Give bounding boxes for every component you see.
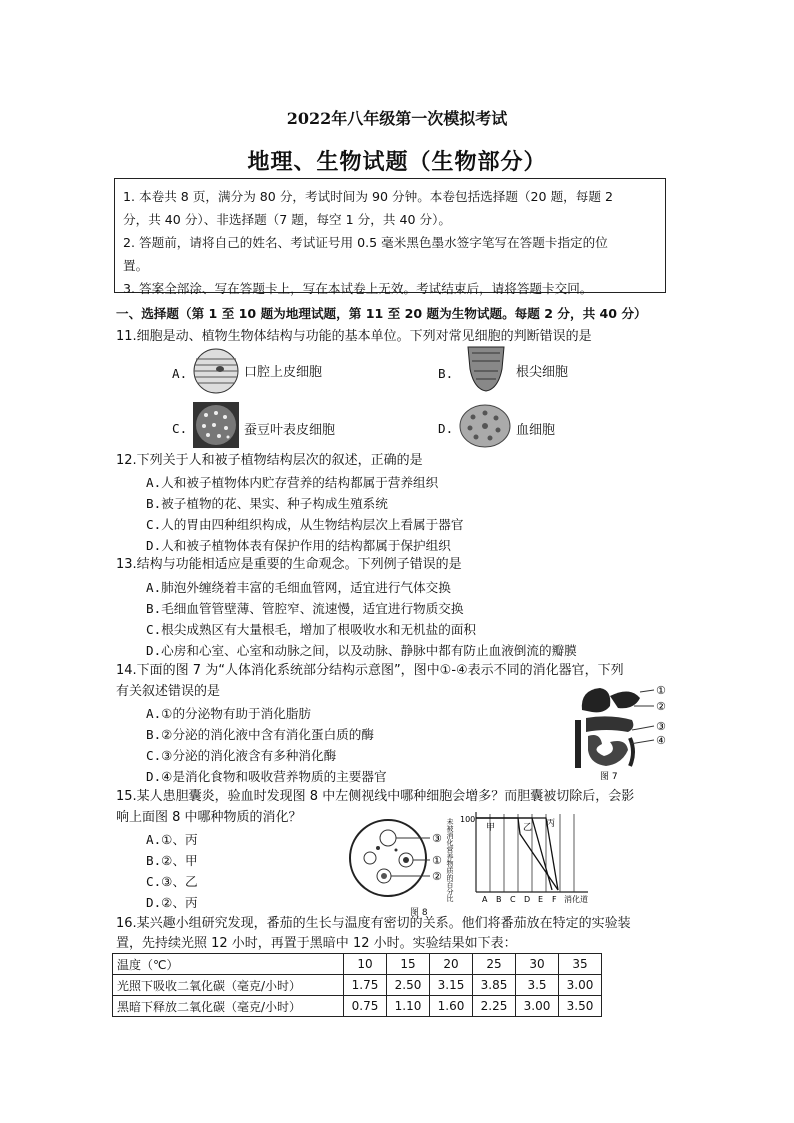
q12-stem: 12.下列关于人和被子植物结构层次的叙述，正确的是 (116, 453, 423, 468)
exam-title: 2022年八年级第一次模拟考试 (286, 109, 508, 128)
table-cell: 35 (559, 954, 602, 975)
notice-line: 2. 答题前，请将自己的姓名、考试证号用 0.5 毫米黑色墨水签字笔写在答题卡指定的位 (123, 235, 608, 250)
experiment-table (112, 953, 602, 1017)
q13-option-d: D.心房和心室、心室和动脉之间，以及动脉、静脉中都有防止血液倒流的瓣膜 (146, 643, 577, 658)
q11-option-c-key: C. (172, 421, 188, 436)
table-cell: 10 (344, 954, 387, 975)
fig8-caption: 图 8 (410, 908, 428, 918)
table-cell: 3.85 (473, 975, 516, 996)
q11-option-d-label: 血细胞 (516, 423, 556, 438)
fig7-label: ④ (656, 734, 666, 747)
q14-option-a: A.①的分泌物有助于消化脂肪 (146, 706, 311, 721)
table-cell: 1.75 (344, 975, 387, 996)
table-row (113, 996, 602, 1017)
table-cell: 0.75 (344, 996, 387, 1017)
broad-bean-epidermis-image (192, 401, 240, 449)
blood-smear-figure (344, 812, 444, 904)
table-cell: 光照下吸收二氧化碳（毫克/小时） (113, 975, 344, 996)
series-label: 乙 (523, 823, 533, 833)
q11-stem: 11.细胞是动、植物生物体结构与功能的基本单位。下列对常见细胞的判断错误的是 (116, 329, 592, 344)
q13-stem: 13.结构与功能相适应是重要的生命观念。下列例子错误的是 (116, 557, 462, 572)
q11-option-c-label: 蚕豆叶表皮细胞 (244, 423, 336, 438)
fig7-caption: 图 7 (600, 772, 618, 782)
x-tick: C (510, 895, 516, 904)
q11-option-d-key: D. (438, 421, 454, 436)
q12-option-b: B.被子植物的花、果实、种子构成生殖系统 (146, 496, 388, 511)
q11-option-a-label: 口腔上皮细胞 (244, 365, 323, 380)
table-row (113, 975, 602, 996)
q15-option-d: D.②、丙 (146, 895, 198, 910)
x-tick: B (496, 895, 502, 904)
notice-line: 分，共 40 分）、非选择题（7 题，每空 1 分，共 40 分）。 (123, 212, 451, 227)
table-cell: 3.5 (516, 975, 559, 996)
series-label: 甲 (486, 823, 496, 833)
table-cell: 2.50 (387, 975, 430, 996)
table-cell: 3.15 (430, 975, 473, 996)
x-tick: D (524, 895, 531, 904)
table-cell: 25 (473, 954, 516, 975)
q13-option-b: B.毛细血管管壁薄、管腔窄、流速慢，适宜进行物质交换 (146, 601, 464, 616)
x-tick: A (482, 895, 488, 904)
q14-option-b: B.②分泌的消化液中含有消化蛋白质的酶 (146, 727, 374, 742)
fig7-label: ① (656, 684, 666, 697)
q15-stem-line1: 15.某人患胆囊炎，验血时发现图 8 中左侧视线中哪种细胞会增多？而胆囊被切除后，会影 (116, 789, 635, 804)
notice-line: 置。 (123, 258, 149, 273)
q15-stem-line2: 响上面图 8 中哪种物质的消化？ (116, 810, 302, 825)
q15-option-b: B.②、甲 (146, 853, 198, 868)
notice-line: 1. 本卷共 8 页，满分为 80 分，考试时间为 90 分钟。本卷包括选择题（20 题，每题 2 (123, 189, 613, 204)
chart-y-label: 未被消化营养物质的百分比 (446, 818, 454, 902)
q14-stem-line1: 14.下面的图 7 为“人体消化系统部分结构示意图”，图中①-④表示不同的消化器官，下列 (116, 663, 624, 678)
q14-option-d: D.④是消化食物和吸收营养物质的主要器官 (146, 769, 387, 784)
table-header-row (113, 954, 602, 975)
exam-subtitle: 地理、生物试题（生物部分） (247, 149, 547, 175)
x-tick: F (552, 895, 557, 904)
q11-option-a-key: A. (172, 366, 188, 381)
q16-stem-line1: 16.某兴趣小组研究发现，番茄的生长与温度有密切的关系。他们将番茄放在特定的实验装 (116, 916, 631, 931)
q11-option-b-key: B. (438, 366, 454, 381)
cheek-cell-image (192, 347, 240, 395)
q14-option-c: C.③分泌的消化液含有多种消化酶 (146, 748, 337, 763)
table-cell: 3.50 (559, 996, 602, 1017)
blood-cell-image (458, 403, 512, 449)
table-cell: 温度（℃） (113, 954, 344, 975)
table-cell: 2.25 (473, 996, 516, 1017)
q12-option-a: A.人和被子植物体内贮存营养的结构都属于营养组织 (146, 475, 439, 490)
series-label: 丙 (546, 819, 556, 829)
q13-option-a: A.肺泡外缠绕着丰富的毛细血管网，适宜进行气体交换 (146, 580, 451, 595)
q11-option-b-label: 根尖细胞 (516, 365, 569, 380)
fig7-label: ② (656, 700, 666, 713)
q12-option-c: C.人的胃由四种组织构成，从生物结构层次上看属于器官 (146, 517, 464, 532)
table-cell: 黑暗下释放二氧化碳（毫克/小时） (113, 996, 344, 1017)
chart-y-tick: 100 (460, 815, 476, 824)
digestive-system-figure (570, 680, 670, 782)
q13-option-c: C.根尖成熟区有大量根毛，增加了根吸收水和无机盐的面积 (146, 622, 477, 637)
x-tick: E (538, 895, 544, 904)
table-cell: 1.60 (430, 996, 473, 1017)
table-cell: 3.00 (516, 996, 559, 1017)
table-cell: 20 (430, 954, 473, 975)
fig8-circle-label: ② (432, 870, 442, 883)
table-cell: 30 (516, 954, 559, 975)
table-cell: 15 (387, 954, 430, 975)
q12-option-d: D.人和被子植物体表有保护作用的结构都属于保护组织 (146, 538, 451, 553)
root-tip-cell-image (462, 345, 510, 393)
fig7-label: ③ (656, 720, 666, 733)
table-cell: 3.00 (559, 975, 602, 996)
x-axis-label: 消化道 (564, 895, 588, 904)
digestion-chart (446, 804, 594, 912)
q16-stem-line2: 置，先持续光照 12 小时，再置于黑暗中 12 小时。实验结果如下表： (116, 936, 517, 951)
section-heading: 一、选择题（第 1 至 10 题为地理试题，第 11 至 20 题为生物试题。每题 2 分，共 40 分） (116, 306, 647, 321)
q14-stem-line2: 有关叙述错误的是 (116, 684, 221, 699)
fig8-circle-label: ③ (432, 832, 442, 845)
q15-option-a: A.①、丙 (146, 832, 198, 847)
notice-line: 3. 答案全部涂、写在答题卡上，写在本试卷上无效。考试结束后，请将答题卡交回。 (123, 281, 593, 296)
q15-option-c: C.③、乙 (146, 874, 198, 889)
notice-box (114, 178, 666, 296)
fig8-circle-label: ① (432, 854, 442, 867)
table-cell: 1.10 (387, 996, 430, 1017)
